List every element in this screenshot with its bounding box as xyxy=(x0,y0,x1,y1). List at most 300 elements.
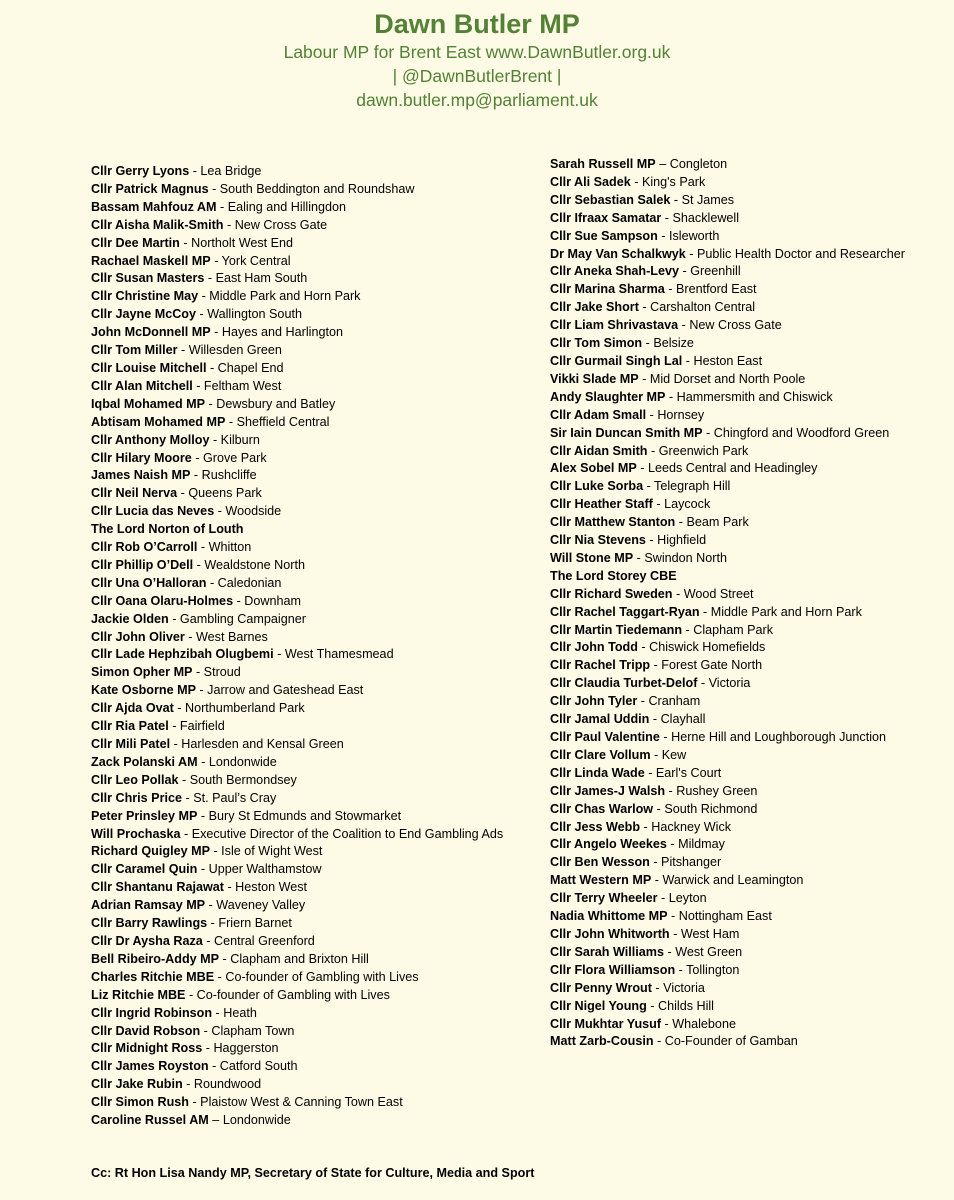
signatory-role: Gambling Campaigner xyxy=(179,611,306,626)
signatory-name: Zack Polanski AM xyxy=(91,754,198,769)
signatory-separator: - xyxy=(638,300,651,315)
signatory-separator: - xyxy=(661,210,673,225)
signatory-entry xyxy=(91,611,521,629)
signatory-separator: - xyxy=(198,289,210,304)
signatory-entry xyxy=(91,575,521,593)
signatory-role: Waveney Valley xyxy=(216,898,306,913)
signatory-entry xyxy=(550,854,930,872)
signatory-name: Cllr Neil Nerva xyxy=(91,486,178,501)
signatory-separator: - xyxy=(649,712,661,727)
signatory-entry xyxy=(550,872,930,890)
signatory-entry xyxy=(550,926,930,944)
signatory-name: Cllr Lade Hephzibah Olugbemi xyxy=(91,647,274,662)
signatory-entry xyxy=(550,836,930,854)
signatory-separator: - xyxy=(179,235,192,250)
signatory-entry xyxy=(91,1040,521,1058)
signatory-role: Isle of Wight West xyxy=(221,844,323,859)
signatory-separator: - xyxy=(216,199,228,214)
signatory-separator: - xyxy=(177,486,189,501)
signatory-entry xyxy=(550,890,930,908)
signatory-role: Rushey Green xyxy=(676,783,758,798)
signatory-name: Cllr Dr Aysha Raza xyxy=(91,933,203,948)
signatory-role: Whalebone xyxy=(672,1016,736,1031)
signatory-role: West Thamesmead xyxy=(284,647,394,662)
signatory-separator: - xyxy=(665,783,677,798)
signatory-name: Cllr John Oliver xyxy=(91,629,185,644)
signatory-name: Cllr Una O’Halloran xyxy=(91,575,207,590)
signatory-role: Chingford and Woodford Green xyxy=(713,425,890,440)
signatory-name: Cllr Tom Miller xyxy=(91,343,178,358)
signatory-separator: - xyxy=(173,701,186,716)
signatory-name: Matt Zarb-Cousin xyxy=(550,1034,654,1049)
signatory-separator: - xyxy=(197,808,209,823)
signatory-separator: - xyxy=(699,604,711,619)
signatory-separator: - xyxy=(193,557,205,572)
signatory-entry xyxy=(91,235,521,253)
signatory-name: Cllr Marina Sharma xyxy=(550,282,665,297)
signatory-entry xyxy=(91,790,521,808)
signatory-role: Ealing and Hillingdon xyxy=(227,199,347,214)
signatory-entry xyxy=(550,210,930,228)
signatory-separator: - xyxy=(208,181,220,196)
signatory-separator: - xyxy=(646,407,658,422)
signatory-role: Queens Park xyxy=(188,486,262,501)
signatory-entry xyxy=(91,396,521,414)
signatory-role: Hayes and Harlington xyxy=(221,325,343,340)
signatory-entry xyxy=(550,192,930,210)
signatory-separator: - xyxy=(702,425,714,440)
signatory-name: Cllr Phillip O’Dell xyxy=(91,557,194,572)
signatory-role: Rushcliffe xyxy=(201,468,257,483)
signatory-role: Pitshanger xyxy=(661,855,722,870)
signatory-entry xyxy=(550,568,930,586)
signatory-separator: - xyxy=(665,389,677,404)
signatory-entry xyxy=(550,299,930,317)
signatory-separator: - xyxy=(206,360,218,375)
signatory-separator: - xyxy=(650,658,662,673)
signatory-separator: - xyxy=(195,683,208,698)
signatory-role: Nottingham East xyxy=(678,909,772,924)
signatory-role: Bury St Edmunds and Stowmarket xyxy=(208,808,402,823)
signatory-name: Cllr Jake Rubin xyxy=(91,1077,183,1092)
letter-header xyxy=(0,8,954,112)
signatory-entry xyxy=(550,586,930,604)
signatory-separator: - xyxy=(168,719,180,734)
signatory-name: Cllr Aisha Malik-Smith xyxy=(91,217,224,232)
signatory-entry xyxy=(550,1016,930,1034)
signatory-separator: - xyxy=(630,174,642,189)
signatory-role: Jarrow and Gateshead East xyxy=(207,683,364,698)
signatory-separator: – xyxy=(208,1113,223,1128)
signatory-name: Nadia Whittome MP xyxy=(550,909,668,924)
signatory-entry xyxy=(91,1023,521,1041)
signatory-separator: - xyxy=(666,837,679,852)
signatory-entry xyxy=(550,174,930,192)
signatory-name: Cllr Alan Mitchell xyxy=(91,378,193,393)
header-line-twitter: | @DawnButlerBrent | xyxy=(392,66,562,86)
signatory-name: Cllr Caramel Quin xyxy=(91,862,198,877)
signatory-name: Cllr Ali Sadek xyxy=(550,174,631,189)
signatory-entry xyxy=(91,1005,521,1023)
signatory-entry xyxy=(550,657,930,675)
signatory-entry xyxy=(550,550,930,568)
signatory-entry xyxy=(91,969,521,987)
signatory-role: Hackney Wick xyxy=(651,819,732,834)
signatory-name: Alex Sobel MP xyxy=(550,461,637,476)
signatory-name: Cllr Hilary Moore xyxy=(91,450,192,465)
signatory-role: Catford South xyxy=(219,1059,298,1074)
signatory-entry xyxy=(91,378,521,396)
signatory-separator: - xyxy=(643,479,655,494)
signatory-role: South Beddington and Roundshaw xyxy=(219,181,415,196)
signatory-entry xyxy=(550,478,930,496)
signatory-entry xyxy=(91,808,521,826)
signatory-role: Willesden Green xyxy=(188,343,282,358)
signatory-name: Cllr Chris Price xyxy=(91,790,182,805)
signatory-role: St James xyxy=(681,192,735,207)
signatory-entry xyxy=(91,1058,521,1076)
signatory-role: Harlesden and Kensal Green xyxy=(181,737,344,751)
signatory-entry xyxy=(91,521,521,539)
signatory-role: Caledonian xyxy=(217,575,282,590)
signatory-entry xyxy=(91,754,521,772)
signatory-role: York Central xyxy=(221,253,291,268)
signatory-entry xyxy=(91,270,521,288)
signatory-entry xyxy=(550,639,930,657)
signatory-separator: - xyxy=(657,228,669,243)
signatory-name: Cllr Matthew Stanton xyxy=(550,515,676,530)
signatory-separator: - xyxy=(182,1077,194,1092)
signatory-entry xyxy=(550,711,930,729)
signatory-name: Caroline Russel AM xyxy=(91,1113,209,1128)
signatory-separator: - xyxy=(219,951,231,966)
signatory-name: Adrian Ramsay MP xyxy=(91,898,206,913)
signatory-name: Cllr Susan Masters xyxy=(91,271,205,286)
signatory-name: Peter Prinsley MP xyxy=(91,808,198,823)
signatory-entry xyxy=(550,460,930,478)
signatory-role: Leeds Central and Headingley xyxy=(647,461,818,476)
signatory-entry xyxy=(550,156,930,174)
signatory-entry xyxy=(91,772,521,790)
signatory-name: Cllr Heather Staff xyxy=(550,497,653,512)
signatory-name: John McDonnell MP xyxy=(91,325,211,340)
signatory-entry xyxy=(91,646,521,664)
signatory-name: Cllr Shantanu Rajawat xyxy=(91,880,224,895)
signatory-name: Sir Iain Duncan Smith MP xyxy=(550,425,703,440)
signatory-separator: - xyxy=(657,891,669,906)
signatory-role: South Bermondsey xyxy=(189,772,297,787)
signatory-entry xyxy=(550,389,930,407)
signatory-separator: - xyxy=(636,461,648,476)
signatory-name: Cllr Chas Warlow xyxy=(550,801,654,816)
signatory-entry xyxy=(550,944,930,962)
signatory-entry xyxy=(550,407,930,425)
signatory-entry xyxy=(550,622,930,640)
signatory-separator: - xyxy=(202,1041,214,1056)
signatory-name: Jackie Olden xyxy=(91,611,169,626)
signatory-role: Londonwide xyxy=(208,754,277,769)
signatory-entry xyxy=(550,514,930,532)
signatory-role: Tollington xyxy=(686,962,740,977)
signatory-name: Vikki Slade MP xyxy=(550,371,639,386)
signatory-entry xyxy=(91,933,521,951)
signatory-role: Middle Park and Horn Park xyxy=(209,289,361,304)
signatory-role: Wealdstone North xyxy=(204,557,305,572)
signatory-role: Greenwich Park xyxy=(658,443,749,458)
signatory-role: St. Paul’s Cray xyxy=(193,790,277,805)
signatory-role: Grove Park xyxy=(202,450,267,465)
signatory-separator: - xyxy=(214,969,226,984)
signatory-entry xyxy=(91,915,521,933)
signatory-name: Cllr Jake Short xyxy=(550,300,639,315)
signatory-name: Cllr Jess Webb xyxy=(550,819,641,834)
signatory-entry xyxy=(91,342,521,360)
signatory-name: Cllr Paul Valentine xyxy=(550,730,660,744)
signatory-name: Cllr Rachel Tripp xyxy=(550,658,651,673)
signatory-separator: - xyxy=(653,801,665,816)
signatory-separator: - xyxy=(646,998,658,1013)
signatory-entry xyxy=(91,987,521,1005)
signatory-separator: - xyxy=(640,819,652,834)
signatory-role: Forest Gate North xyxy=(661,658,763,673)
signatories-left-column xyxy=(91,163,521,1130)
signatory-entry xyxy=(91,700,521,718)
signatory-separator: - xyxy=(212,1005,224,1020)
signatory-name: Charles Ritchie MBE xyxy=(91,969,215,984)
signatory-name: Cllr Dee Martin xyxy=(91,235,180,250)
signatory-entry xyxy=(91,664,521,682)
signatory-separator: - xyxy=(672,586,684,601)
signatory-name: Cllr Tom Simon xyxy=(550,336,643,351)
signatory-separator: - xyxy=(184,629,196,644)
signatory-role: Sheffield Central xyxy=(236,414,330,429)
signatory-name: Cllr Gurmail Singh Lal xyxy=(550,353,683,368)
signatory-separator: - xyxy=(170,737,182,751)
signatory-name: Cllr Rachel Taggart-Ryan xyxy=(550,604,700,619)
signatory-name: Cllr Leo Pollak xyxy=(91,772,179,787)
signatory-entry xyxy=(91,861,521,879)
signatory-name: James Naish MP xyxy=(91,468,191,483)
signatory-role: Hornsey xyxy=(657,407,705,422)
signatory-role: Highfield xyxy=(657,533,707,548)
signatory-entry xyxy=(91,826,521,844)
signatory-entry xyxy=(550,425,930,443)
signatory-role: Greenhill xyxy=(690,264,741,279)
signatory-separator: - xyxy=(205,396,217,411)
signatory-separator: - xyxy=(682,353,694,368)
signatory-name: Cllr Ingrid Robinson xyxy=(91,1005,213,1020)
signatory-name: Cllr David Robson xyxy=(91,1023,201,1038)
signatory-role: Clapham and Brixton Hill xyxy=(230,951,369,966)
signatory-separator: - xyxy=(697,676,709,691)
signatory-role: Kew xyxy=(661,747,687,762)
signatory-name: Cllr Christine May xyxy=(91,289,199,304)
signatory-role: Stroud xyxy=(203,665,241,680)
signatory-entry xyxy=(91,217,521,235)
signatory-name: Cllr Rob O’Carroll xyxy=(91,540,198,555)
signatory-name: Andy Slaughter MP xyxy=(550,389,666,404)
signatory-role: Earl's Court xyxy=(655,765,722,780)
signatory-separator: - xyxy=(642,336,654,351)
signatory-role: Upper Walthamstow xyxy=(208,862,322,877)
signatory-entry xyxy=(550,317,930,335)
signatory-name: Richard Quigley MP xyxy=(91,844,210,859)
signatory-role: Victoria xyxy=(708,676,751,691)
signatory-separator: - xyxy=(192,378,204,393)
signatory-role: Heath xyxy=(223,1005,257,1020)
signatory-entry xyxy=(91,450,521,468)
signatory-name: Cllr Claudia Turbet-Delof xyxy=(550,676,698,691)
signatory-name: Kate Osborne MP xyxy=(91,683,196,698)
signatory-name: Cllr Sebastian Salek xyxy=(550,192,671,207)
signatory-separator: - xyxy=(223,217,235,232)
signatory-name: Cllr Ajda Ovat xyxy=(91,701,174,716)
signatory-separator: - xyxy=(273,647,285,662)
signatory-role: Isleworth xyxy=(668,228,720,243)
signatory-separator: - xyxy=(225,414,237,429)
signatory-role: New Cross Gate xyxy=(689,318,782,333)
signatory-entry xyxy=(91,199,521,217)
signatory-role: Hammersmith and Chiswick xyxy=(676,389,833,404)
signatory-name: Cllr Aneka Shah-Levy xyxy=(550,264,680,279)
signatory-role: Co-founder of Gambling with Lives xyxy=(196,987,390,1002)
signatory-role: Whitton xyxy=(208,540,252,555)
signatory-name: Cllr Nia Stevens xyxy=(550,533,646,548)
signatory-entry xyxy=(550,443,930,461)
signatory-separator: - xyxy=(214,504,226,519)
signatory-entry xyxy=(91,593,521,611)
signatory-separator: - xyxy=(188,1095,201,1110)
signatory-separator: - xyxy=(679,264,691,279)
signatory-separator: – xyxy=(655,157,670,171)
signatory-separator: - xyxy=(204,271,216,286)
signatory-separator: - xyxy=(209,432,221,447)
signatory-role: Chiswick Homefields xyxy=(649,640,766,655)
signatory-role: Swindon North xyxy=(644,550,727,565)
signatory-role: East Ham South xyxy=(215,271,308,286)
signatory-entry xyxy=(550,675,930,693)
signatory-name: The Lord Norton of Louth xyxy=(91,522,244,537)
signatory-entry xyxy=(91,288,521,306)
signatory-entry xyxy=(550,783,930,801)
signatory-name: Bassam Mahfouz AM xyxy=(91,199,217,214)
signatory-entry xyxy=(550,228,930,246)
signatory-role: Friern Barnet xyxy=(218,916,292,931)
signatory-entry xyxy=(550,353,930,371)
signatory-entry xyxy=(550,998,930,1016)
signatory-role: Leyton xyxy=(668,891,707,906)
page-title: Dawn Butler MP xyxy=(374,9,580,39)
signatory-entry xyxy=(550,801,930,819)
signatory-name: Cllr James-J Walsh xyxy=(550,783,666,798)
signatory-role: Woodside xyxy=(225,504,282,519)
signatory-name: Cllr Luke Sorba xyxy=(550,479,644,494)
signatory-role: Wood Street xyxy=(683,586,754,601)
signatory-entry xyxy=(91,432,521,450)
signatory-entry xyxy=(550,604,930,622)
signatory-name: Cllr Ria Patel xyxy=(91,719,169,734)
signatory-separator: - xyxy=(197,540,209,555)
signatory-role: Public Health Doctor and Researcher xyxy=(697,246,905,261)
signatory-name: Iqbal Mohamed MP xyxy=(91,396,206,411)
signatory-separator: - xyxy=(210,253,222,268)
signatory-role: Heston West xyxy=(235,880,308,895)
signatory-role: Chapel End xyxy=(217,360,284,375)
signatory-entry xyxy=(91,682,521,700)
signatory-separator: - xyxy=(638,371,650,386)
signatory-separator: - xyxy=(202,933,214,948)
signatory-name: Cllr Clare Vollum xyxy=(550,747,651,762)
signatory-separator: - xyxy=(200,1023,212,1038)
signatory-name: The Lord Storey CBE xyxy=(550,568,677,583)
signatory-role: West Ham xyxy=(680,926,740,941)
signatory-entry xyxy=(91,181,521,199)
signatory-separator: - xyxy=(650,747,662,762)
signatory-name: Cllr John Todd xyxy=(550,640,638,655)
signatory-name: Sarah Russell MP xyxy=(550,157,656,171)
signatory-separator: - xyxy=(633,550,645,565)
signatory-entry xyxy=(91,306,521,324)
signatory-role: Laycock xyxy=(664,497,711,512)
signatory-separator: - xyxy=(206,575,218,590)
signatory-separator: - xyxy=(637,694,649,709)
signatory-role: King's Park xyxy=(641,174,706,189)
signatory-separator: - xyxy=(192,665,204,680)
signatory-entry xyxy=(91,951,521,969)
signatory-role: Beam Park xyxy=(686,515,749,530)
signatory-entry xyxy=(550,532,930,550)
signatory-separator: - xyxy=(223,880,236,895)
signatory-role: Belsize xyxy=(653,336,694,351)
signatory-entry xyxy=(91,736,521,754)
signatory-name: Matt Western MP xyxy=(550,873,652,888)
header-line-website: Labour MP for Brent East www.DawnButler.org.uk xyxy=(283,42,671,62)
signatory-role: Telegraph Hill xyxy=(654,479,731,494)
signatory-role: Roundwood xyxy=(193,1077,262,1092)
signatory-separator: - xyxy=(197,862,209,877)
signatory-role: Northolt West End xyxy=(191,235,294,250)
signatory-separator: - xyxy=(177,343,189,358)
signatory-role: Congleton xyxy=(669,157,728,171)
signatory-entry xyxy=(550,335,930,353)
signatory-separator: - xyxy=(189,164,201,178)
signatory-separator: - xyxy=(664,1016,673,1031)
signatory-role: Haggerston xyxy=(213,1041,279,1056)
signatory-name: Rachael Maskell MP xyxy=(91,253,211,268)
signatories-right-column xyxy=(550,156,930,1051)
signatory-entry xyxy=(550,263,930,281)
signatory-name: Cllr Simon Rush xyxy=(91,1095,189,1110)
signatory-separator: - xyxy=(675,515,687,530)
signatory-name: Cllr Barry Rawlings xyxy=(91,916,208,931)
signatory-name: Cllr Mili Patel xyxy=(91,737,171,751)
signatory-separator: - xyxy=(208,1059,220,1074)
signatory-name: Cllr Oana Olaru-Holmes xyxy=(91,593,234,608)
signatory-entry xyxy=(550,729,930,747)
signatory-name: Cllr Anthony Molloy xyxy=(91,432,210,447)
signatory-entry xyxy=(91,1094,521,1112)
signatory-separator: - xyxy=(678,318,690,333)
signatory-name: Cllr Gerry Lyons xyxy=(91,164,190,178)
signatory-name: Cllr John Whitworth xyxy=(550,926,670,941)
signatory-name: Cllr Terry Wheeler xyxy=(550,891,658,906)
signatory-name: Cllr Aidan Smith xyxy=(550,443,648,458)
signatory-separator: - xyxy=(637,640,650,655)
signatory-separator: - xyxy=(205,898,217,913)
signatory-separator: - xyxy=(651,873,663,888)
signatory-role: Middle Park and Horn Park xyxy=(710,604,862,619)
signatory-role: Shacklewell xyxy=(672,210,740,225)
